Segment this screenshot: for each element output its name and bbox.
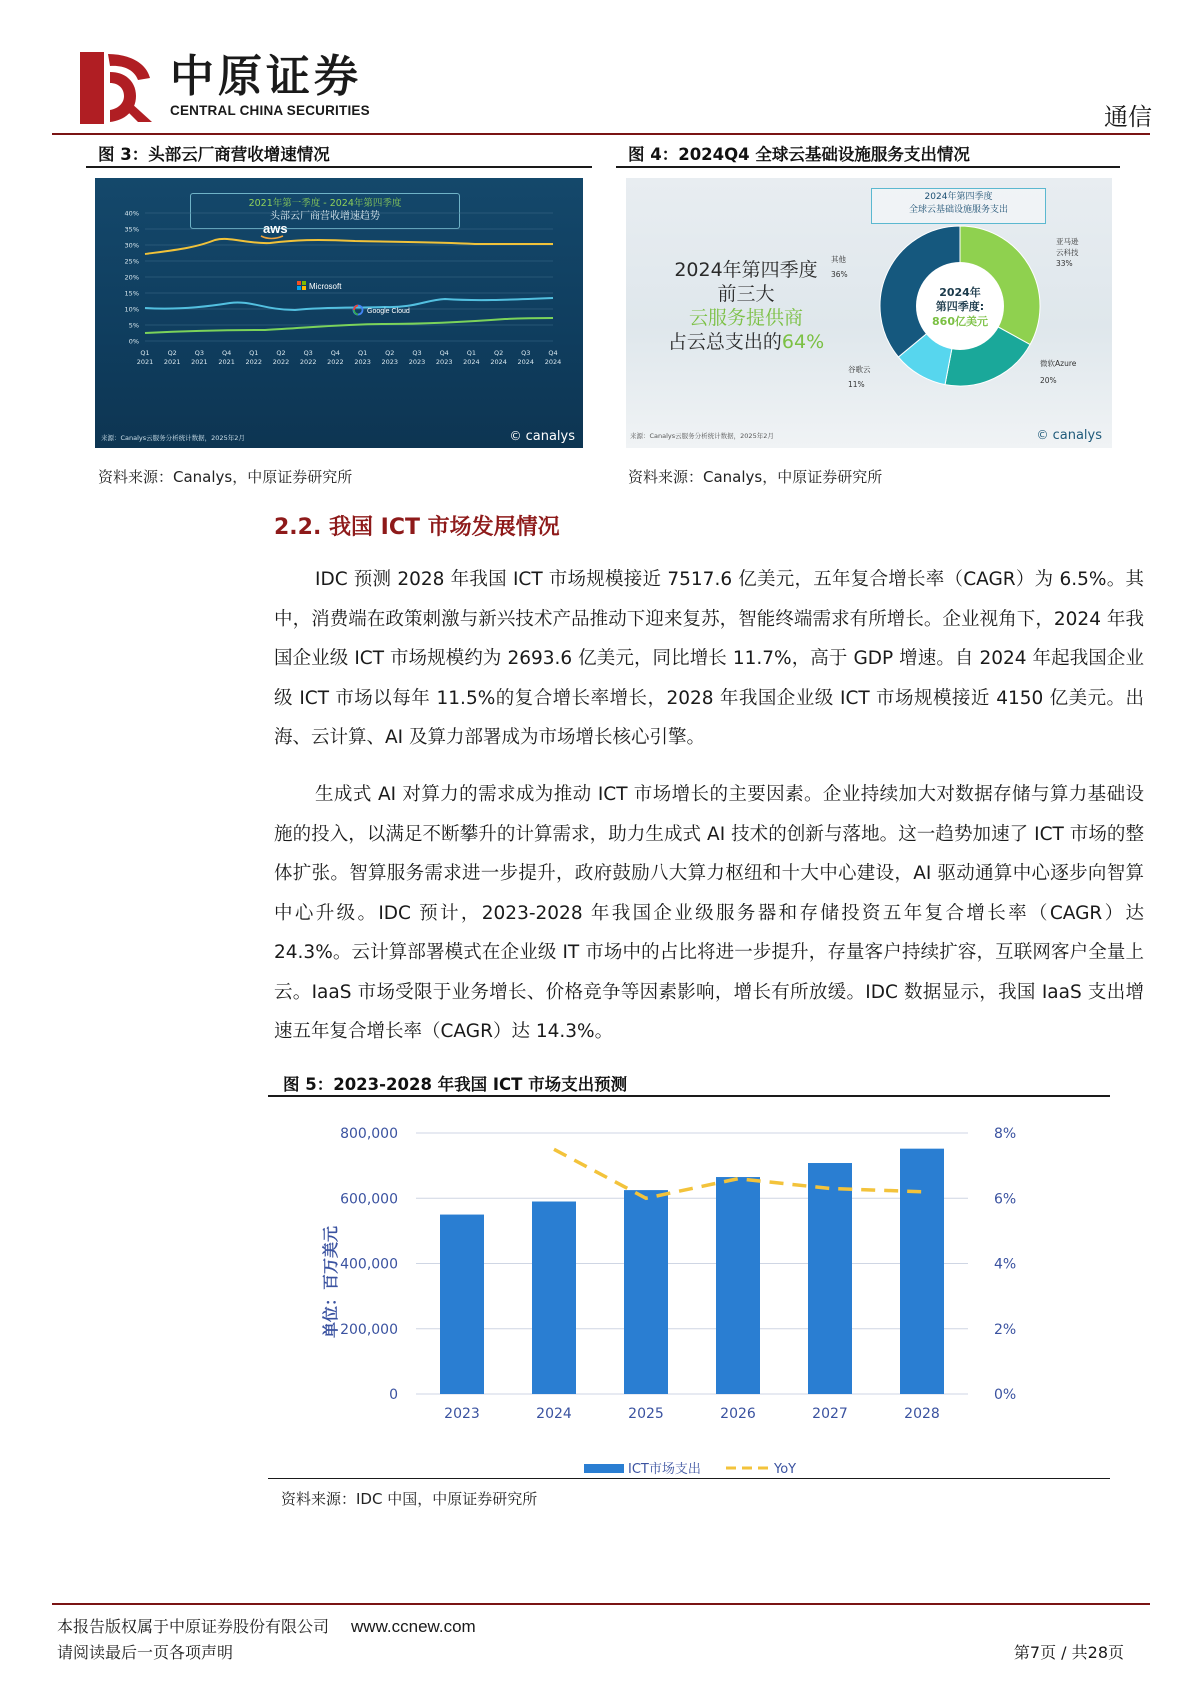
slice-label-google: 谷歌云 11% <box>848 365 871 389</box>
fig5-bar <box>716 1177 760 1394</box>
donut-center-line1: 2024年 <box>939 286 981 299</box>
fig3-x-tick-year: 2022 <box>327 358 344 366</box>
legend-bar-label: ICT市场支出 <box>628 1462 701 1477</box>
fig4-inner-title-line1: 2024年第四季度 <box>924 192 993 202</box>
company-name-cn: 中原证券 <box>170 51 362 102</box>
footer-notice: 请阅读最后一页各项声明 <box>57 1643 234 1662</box>
fig3-x-tick-year: 2021 <box>218 358 235 366</box>
fig5-bar <box>624 1190 668 1394</box>
google-cloud-line <box>145 318 553 333</box>
slice-label-azure: 微软Azure 20% <box>1040 359 1077 385</box>
fig5-source: 资料来源：IDC 中国，中原证券研究所 <box>281 1490 538 1508</box>
fig3-y-tick: 25% <box>124 257 139 266</box>
company-logo-mark <box>80 52 156 124</box>
report-sector: 通信 <box>1104 103 1152 131</box>
fig3-x-tick-quarter: Q2 <box>276 349 286 357</box>
donut-center-line2: 第四季度: <box>935 300 985 313</box>
header-divider <box>52 133 1150 135</box>
aws-line <box>145 239 553 254</box>
donut-center-line3: 860亿美元 <box>932 315 988 328</box>
fig3-x-tick-quarter: Q2 <box>167 349 177 357</box>
microsoft-logo <box>297 281 342 291</box>
fig3-x-ticks <box>137 349 562 366</box>
company-name-en: CENTRAL CHINA SECURITIES <box>170 103 370 118</box>
fig5-bar <box>900 1149 944 1394</box>
fig5-right-axis <box>994 1126 1016 1403</box>
fig5-y-axis-label: 单位：百万美元 <box>321 1225 340 1339</box>
fig3-title: 图 3：头部云厂商营收增速情况 <box>98 145 330 164</box>
fig4-inner-title-line2: 全球云基础设施服务支出 <box>908 205 1008 215</box>
fig5-left-axis <box>340 1126 398 1403</box>
fig3-x-tick-year: 2021 <box>163 358 181 366</box>
fig5-x-tick: 2026 <box>720 1406 756 1422</box>
paragraph-2: 生成式 AI 对算力的需求成为推动 ICT 市场增长的主要因素。企业持续加大对数据存储与算力基础设施的投入，以满足不断攀升的计算需求，助力生成式 AI 技术的创新与落地。这一趋势加速了 ICT 市场的整体扩张。智算服务需求进一步提升，政府鼓励八大算力枢纽和十大中心建设，AI 驱动通算中心逐步向智算中心升级。IDC 预计，2023-2028 年我国企业级服务器和存储投资五年复合增长率（CAGR）达 24.3%。云计算部署模式在企业级 IT 市场中的占比将进一步提升，存量客户持续扩容，互联网客户全量上云。IaaS 市场受限于业务增长、价格竞争等因素影响，增长有所放缓。IDC 数据显示，我国 IaaS 支出增速五年复合增长率（CAGR）达 14.3%。 <box>274 784 1144 1042</box>
fig4-inner-source: 来源：Canalys云服务分析统计数据，2025年2月 <box>630 432 774 440</box>
fig5-gridlines <box>416 1133 968 1394</box>
fig4-headline-line3: 云服务提供商 <box>688 307 803 329</box>
fig3-title-rule <box>86 166 592 168</box>
fig3-x-tick-quarter: Q4 <box>548 349 558 357</box>
fig3-x-tick-quarter: Q3 <box>412 349 422 357</box>
fig3-x-tick-quarter: Q1 <box>466 349 477 357</box>
legend-bar-swatch <box>584 1464 624 1473</box>
fig3-x-tick-year: 2022 <box>245 358 263 366</box>
aws-label: aws <box>263 221 288 236</box>
fig3-y-tick: 15% <box>124 289 139 298</box>
fig3-x-tick-year: 2021 <box>191 358 208 366</box>
fig4-brand-text: canalys <box>1052 428 1102 443</box>
fig3-x-tick-year: 2023 <box>435 358 453 366</box>
fig3-y-tick: 20% <box>124 273 139 282</box>
fig3-x-tick-year: 2024 <box>490 358 507 366</box>
fig5-title: 图 5：2023-2028 年我国 ICT 市场支出预测 <box>283 1075 628 1094</box>
fig3-inner-title-line2: 头部云厂商营收增速趋势 <box>270 211 380 222</box>
fig5-x-tick: 2028 <box>904 1406 940 1422</box>
fig4-title: 图 4：2024Q4 全球云基础设施服务支出情况 <box>628 145 970 164</box>
canalys-c-icon: © <box>509 429 522 443</box>
fig4-headline-line4: 占云总支出的64% <box>667 331 825 353</box>
fig4-donut-chart <box>626 178 1112 448</box>
fig5-bar <box>440 1215 484 1394</box>
section-heading: 2.2. 我国 ICT 市场发展情况 <box>274 515 560 540</box>
fig3-x-tick-year: 2022 <box>299 358 317 366</box>
fig3-x-tick-year: 2024 <box>517 358 535 366</box>
fig4-headline-line2: 前三大 <box>717 283 775 305</box>
fig5-x-tick: 2024 <box>536 1406 572 1422</box>
fig3-x-tick-quarter: Q1 <box>140 349 150 357</box>
fig5-bar <box>808 1163 852 1394</box>
fig5-legend <box>584 1461 796 1477</box>
aws-logo <box>261 221 288 239</box>
fig3-x-tick-year: 2023 <box>354 358 371 366</box>
fig5-y-tick: 400,000 <box>340 1256 398 1273</box>
fig3-x-tick-quarter: Q1 <box>357 349 368 357</box>
fig5-y-tick: 800,000 <box>340 1126 398 1142</box>
fig3-x-tick-quarter: Q3 <box>521 349 531 357</box>
fig3-canalys-brand <box>509 429 575 444</box>
microsoft-line <box>145 298 553 310</box>
fig3-image <box>95 178 583 448</box>
fig5-chart <box>268 1097 1110 1477</box>
fig5-y2-tick: 4% <box>994 1256 1017 1273</box>
footer-copyright-line <box>57 1614 476 1637</box>
fig3-source: 资料来源：Canalys，中原证券研究所 <box>98 468 353 486</box>
fig3-x-tick-quarter: Q4 <box>439 349 449 357</box>
fig3-y-ticks <box>125 210 139 346</box>
fig3-brand-text: canalys <box>525 429 575 444</box>
fig5-x-axis <box>444 1406 940 1422</box>
page-number: 第7页 / 共28页 <box>1013 1643 1124 1662</box>
fig3-x-tick-year: 2024 <box>463 358 480 366</box>
microsoft-label: Microsoft <box>309 282 342 291</box>
fig3-y-tick: 5% <box>128 321 139 330</box>
fig5-bars <box>440 1149 944 1394</box>
footer-url[interactable]: www.ccnew.com <box>351 1617 476 1636</box>
fig3-y-tick: 0% <box>128 337 139 346</box>
fig5-bar <box>532 1202 576 1394</box>
fig3-x-tick-quarter: Q3 <box>194 349 205 357</box>
fig4-source: 资料来源：Canalys，中原证券研究所 <box>628 468 883 486</box>
fig3-x-tick-year: 2023 <box>381 358 399 366</box>
fig3-y-tick: 10% <box>124 305 139 314</box>
legend-line-label: YoY <box>774 1462 797 1477</box>
canalys-c-icon: © <box>1036 428 1049 442</box>
paragraph-1: IDC 预测 2028 年我国 ICT 市场规模接近 7517.6 亿美元，五年复合增长率（CAGR）为 6.5%。其中，消费端在政策刺激与新兴技术产品推动下迎来复苏，智能终端需求有所增长。企业视角下，2024 年我国企业级 ICT 市场规模约为 2693.6 亿美元，同比增长 11.7%，高于 GDP 增速。自 2024 年起我国企业级 ICT 市场以每年 11.5%的复合增长率增长，2028 年我国企业级 ICT 市场规模接近 4150 亿美元。出海、云计算、AI 及算力部署成为市场增长核心引擎。 <box>274 569 1144 748</box>
fig4-image <box>626 178 1112 448</box>
fig3-x-tick-year: 2024 <box>544 358 562 366</box>
fig3-y-tick: 35% <box>124 225 139 234</box>
fig3-x-tick-quarter: Q1 <box>249 349 259 357</box>
fig3-x-tick-quarter: Q4 <box>330 349 341 357</box>
fig3-y-tick: 30% <box>124 241 139 250</box>
fig3-x-tick-year: 2021 <box>136 358 154 366</box>
fig3-inner-source: 来源：Canalys云服务分析统计数据，2025年2月 <box>101 434 245 442</box>
fig5-y2-tick: 0% <box>994 1387 1017 1403</box>
fig3-grid <box>145 213 553 341</box>
slice-label-aws: 亚马逊 云科技 33% <box>1056 237 1079 268</box>
fig3-x-tick-quarter: Q4 <box>221 349 232 357</box>
fig5-x-tick: 2027 <box>812 1406 848 1422</box>
fig3-x-tick-year: 2022 <box>272 358 290 366</box>
fig5-combo-chart <box>268 1097 1110 1477</box>
fig4-canalys-brand <box>1036 428 1102 443</box>
fig5-y-tick: 600,000 <box>340 1191 398 1208</box>
fig5-y2-tick: 8% <box>994 1126 1017 1142</box>
fig5-y2-tick: 6% <box>994 1191 1017 1208</box>
fig3-x-tick-year: 2023 <box>408 358 426 366</box>
fig5-y-tick: 200,000 <box>340 1321 398 1338</box>
fig4-headline-line1: 2024年第四季度 <box>674 259 818 281</box>
slice-label-others: 其他 36% <box>831 255 848 279</box>
fig3-line-chart <box>95 178 583 448</box>
fig5-x-tick: 2025 <box>628 1406 664 1422</box>
fig5-x-tick: 2023 <box>444 1406 480 1422</box>
fig3-y-tick: 40% <box>124 209 139 218</box>
google-cloud-label: Google Cloud <box>367 308 410 315</box>
fig3-x-tick-quarter: Q2 <box>385 349 395 357</box>
footer-divider <box>52 1603 1150 1605</box>
fig3-x-tick-quarter: Q2 <box>493 349 504 357</box>
footer-copyright: 本报告版权属于中原证券股份有限公司 <box>57 1617 330 1636</box>
fig5-bottom-rule <box>268 1478 1110 1479</box>
fig3-inner-title-line1: 2021年第一季度 - 2024年第四季度 <box>248 198 402 209</box>
fig5-y-tick: 0 <box>389 1387 398 1403</box>
fig5-y2-tick: 2% <box>994 1321 1017 1338</box>
fig3-x-tick-quarter: Q3 <box>303 349 313 357</box>
fig4-title-rule <box>616 166 1120 168</box>
